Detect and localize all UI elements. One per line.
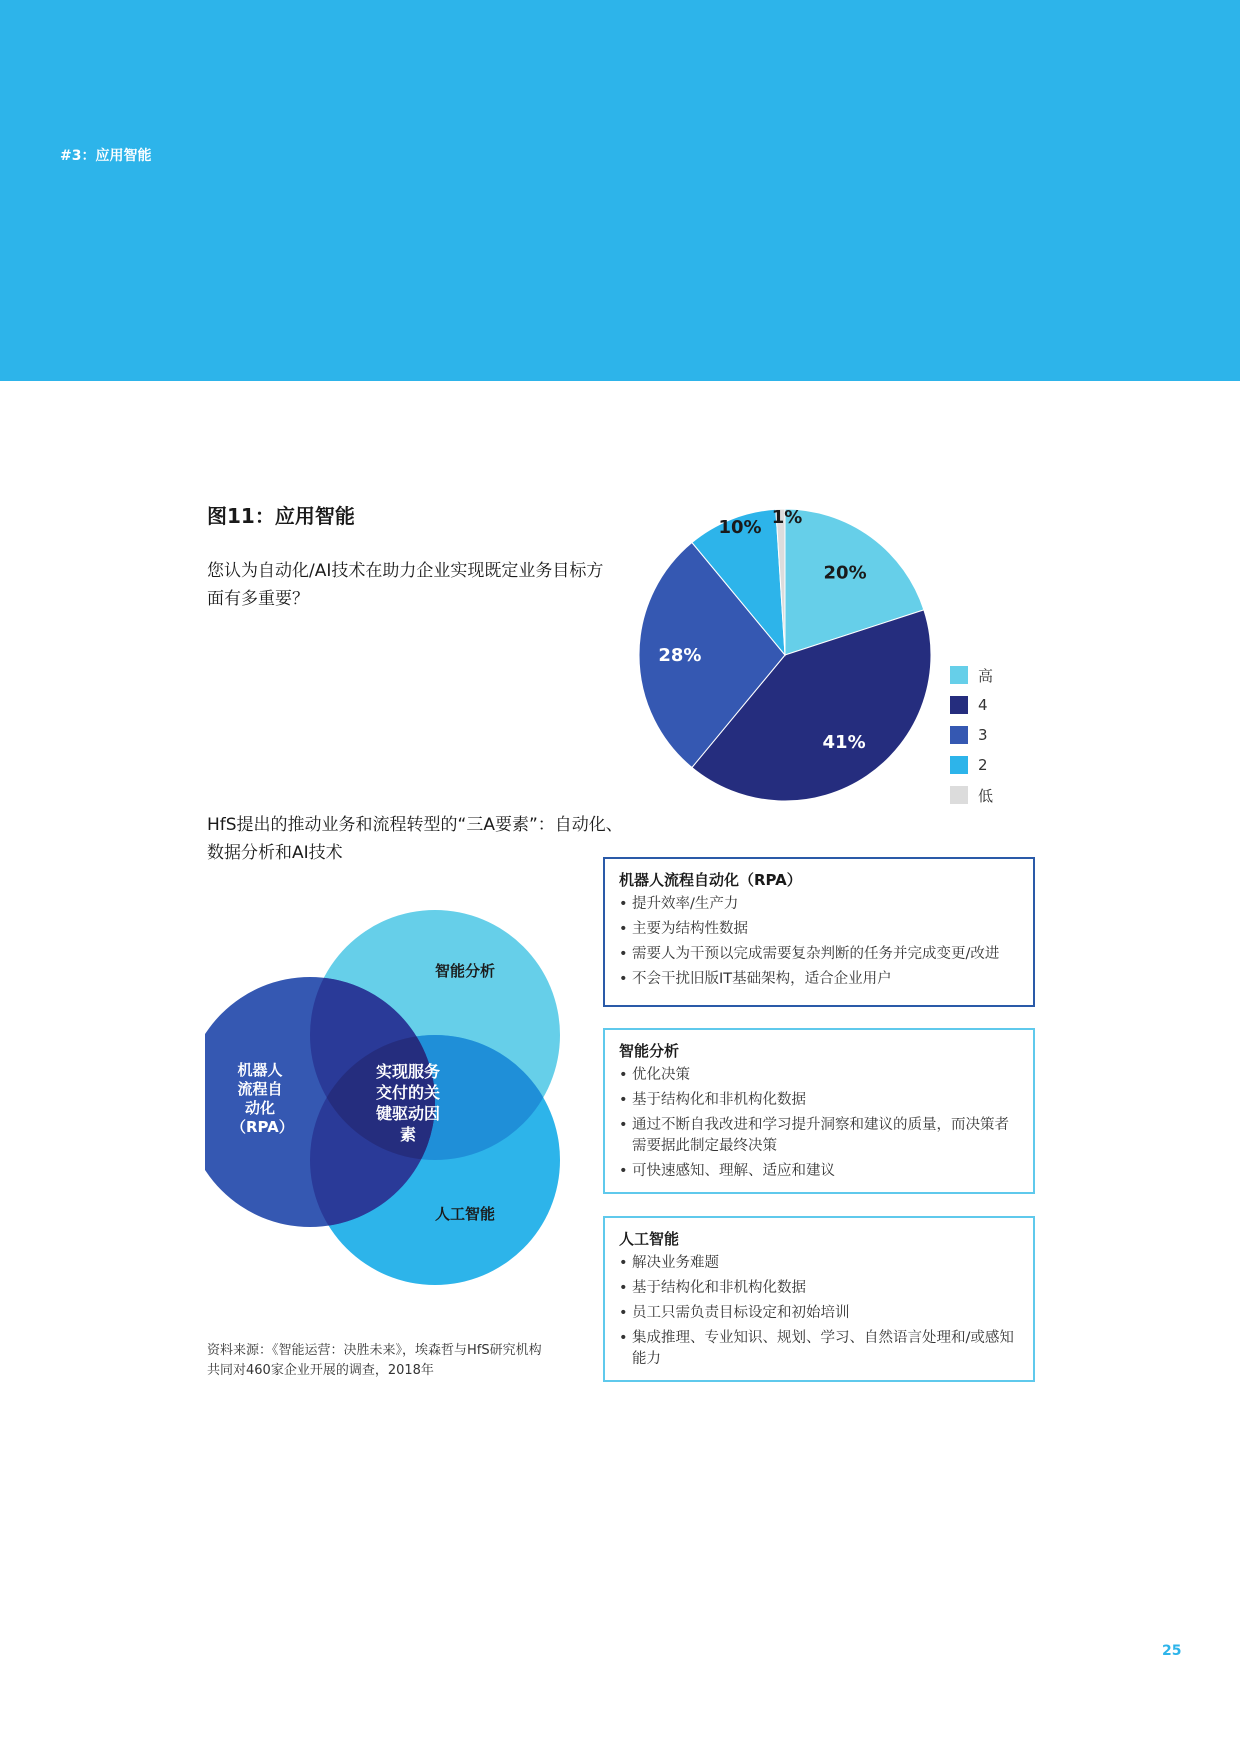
- analytics-box-list: [619, 1065, 1019, 1182]
- legend-swatch: [950, 696, 968, 714]
- pie-legend: [950, 660, 993, 810]
- venn-diagram: [205, 910, 565, 1290]
- ai-box: [603, 1216, 1035, 1382]
- list-item: • 解决业务难题: [619, 1253, 1019, 1274]
- list-item: • 集成推理、专业知识、规划、学习、自然语言处理和/或感知能力: [619, 1328, 1019, 1370]
- legend-label: 高: [978, 666, 994, 685]
- list-item: • 可快速感知、理解、适应和建议: [619, 1161, 1019, 1182]
- legend-item: [950, 780, 993, 810]
- legend-swatch: [950, 726, 968, 744]
- page-number: 25: [1162, 1643, 1182, 1659]
- legend-swatch: [950, 666, 968, 684]
- header-banner: [0, 0, 1240, 381]
- venn-label-center: 实现服务交付的关键驱动因素: [375, 1062, 440, 1144]
- list-item: • 优化决策: [619, 1065, 1019, 1086]
- pie-data-label: 10%: [718, 517, 762, 538]
- list-item: • 基于结构化和非机构化数据: [619, 1278, 1019, 1299]
- legend-item: [950, 660, 993, 690]
- list-item: • 提升效率/生产力: [619, 894, 1019, 915]
- list-item: • 主要为结构性数据: [619, 919, 1019, 940]
- legend-label: 低: [978, 786, 994, 805]
- venn-label-analytics: 智能分析: [434, 962, 495, 980]
- list-item: • 通过不断自我改进和学习提升洞察和建议的质量，而决策者需要据此制定最终决策: [619, 1115, 1019, 1157]
- legend-label: 4: [978, 696, 988, 714]
- legend-label: 3: [978, 726, 988, 744]
- pie-data-label: 20%: [823, 562, 867, 584]
- figure-title: 图11：应用智能: [207, 504, 355, 528]
- rpa-box-list: [619, 894, 1019, 990]
- pie-data-label: 1%: [771, 507, 803, 528]
- analytics-box-title: 智能分析: [619, 1042, 680, 1060]
- legend-swatch: [950, 756, 968, 774]
- list-item: • 需要人为干预以完成需要复杂判断的任务并完成变更/改进: [619, 944, 1019, 965]
- analytics-box: [603, 1028, 1035, 1194]
- ai-box-title: 人工智能: [619, 1230, 680, 1248]
- pie-chart-svg: [630, 500, 940, 810]
- list-item: • 基于结构化和非机构化数据: [619, 1090, 1019, 1111]
- survey-question: 您认为自动化/AI技术在助力企业实现既定业务目标方面有多重要？: [207, 561, 604, 609]
- rpa-box-title: 机器人流程自动化（RPA）: [619, 871, 802, 889]
- ai-box-list: [619, 1253, 1019, 1370]
- pie-data-label: 28%: [658, 645, 702, 666]
- list-item: • 不会干扰旧版IT基础架构，适合企业用户: [619, 969, 1019, 990]
- legend-item: [950, 720, 993, 750]
- rpa-box: [603, 857, 1035, 1007]
- legend-swatch: [950, 786, 968, 804]
- section-tag: #3：应用智能: [60, 148, 152, 164]
- pie-chart: [630, 500, 940, 810]
- venn-label-ai: 人工智能: [434, 1205, 495, 1223]
- legend-label: 2: [978, 756, 988, 774]
- source-note: 资料来源：《智能运营：决胜未来》，埃森哲与HfS研究机构共同对460家企业开展的调查，2018年: [207, 1343, 542, 1378]
- legend-item: [950, 690, 993, 720]
- venn-label-rpa: 机器人流程自动化（RPA）: [231, 1061, 294, 1136]
- legend-item: [950, 750, 993, 780]
- three-a-heading: HfS提出的推动业务和流程转型的“三A要素”：自动化、数据分析和AI技术: [207, 815, 623, 863]
- pie-data-label: 41%: [822, 731, 866, 753]
- list-item: • 员工只需负责目标设定和初始培训: [619, 1303, 1019, 1324]
